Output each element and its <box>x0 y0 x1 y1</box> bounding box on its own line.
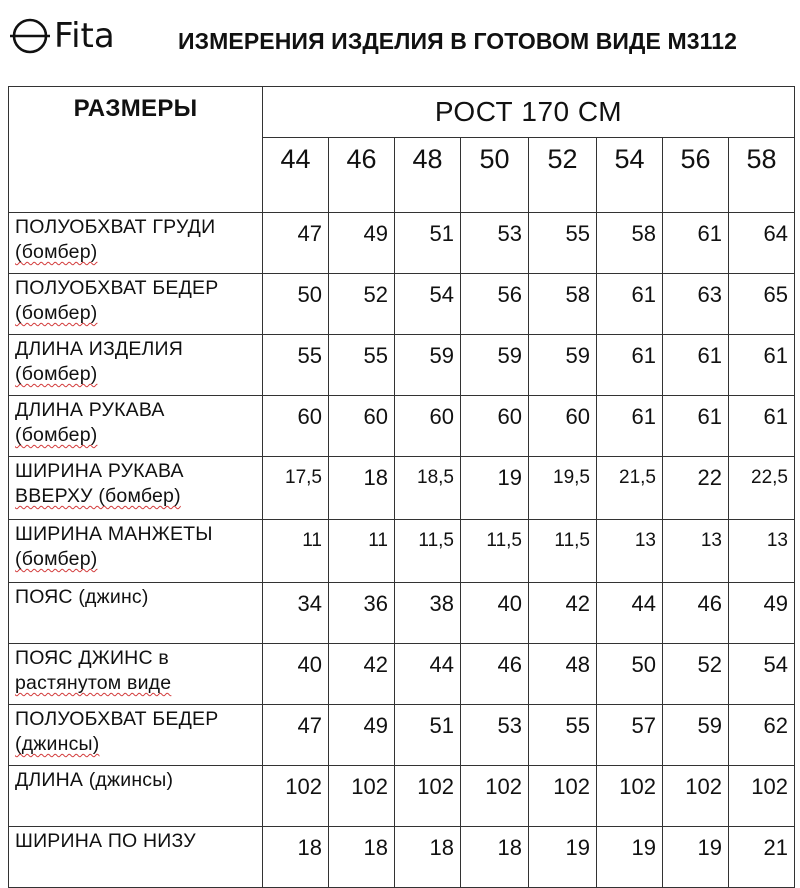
measurement-value: 59 <box>461 335 529 396</box>
logo-mark-icon <box>10 16 50 56</box>
brand-logo <box>10 14 115 58</box>
measurement-label <box>9 766 263 827</box>
measurement-value: 19 <box>461 457 529 520</box>
measurement-value: 22 <box>663 457 729 520</box>
size-column-header: 50 <box>461 138 529 213</box>
measurement-value: 52 <box>663 644 729 705</box>
measurement-value: 18 <box>461 827 529 888</box>
sizes-header: РАЗМЕРЫ <box>9 87 263 213</box>
measurement-value: 53 <box>461 705 529 766</box>
table-row <box>9 396 795 457</box>
measurement-value: 49 <box>329 213 395 274</box>
measurement-value: 58 <box>529 274 597 335</box>
brand-name: Fita <box>54 16 115 56</box>
measurement-value: 55 <box>529 213 597 274</box>
measurement-label-line1: ДЛИНА (джинсы) <box>15 769 174 791</box>
measurement-value: 102 <box>329 766 395 827</box>
measurement-value: 60 <box>329 396 395 457</box>
size-column-header: 46 <box>329 138 395 213</box>
measurement-label-line1: ШИРИНА ПО НИЗУ <box>15 830 196 852</box>
size-column-header: 48 <box>395 138 461 213</box>
measurement-value: 21,5 <box>597 457 663 520</box>
page-title: ИЗМЕРЕНИЯ ИЗДЕЛИЯ В ГОТОВОМ ВИДЕ М3112 <box>178 28 738 54</box>
measurement-value: 46 <box>663 583 729 644</box>
measurement-value: 64 <box>729 213 795 274</box>
measurement-value: 55 <box>263 335 329 396</box>
measurement-value: 54 <box>729 644 795 705</box>
table-row <box>9 583 795 644</box>
measurement-value: 65 <box>729 274 795 335</box>
table-row <box>9 766 795 827</box>
size-column-header: 58 <box>729 138 795 213</box>
measurement-label <box>9 583 263 644</box>
measurement-label-line1: ПОЯС (джинс) <box>15 586 149 608</box>
measurement-value: 59 <box>395 335 461 396</box>
size-column-header: 44 <box>263 138 329 213</box>
measurement-label <box>9 644 263 705</box>
measurement-value: 60 <box>461 396 529 457</box>
measurement-value: 61 <box>663 396 729 457</box>
measurement-value: 51 <box>395 705 461 766</box>
size-column-header: 52 <box>529 138 597 213</box>
measurement-label <box>9 396 263 457</box>
measurement-label-line1: ПОЯС ДЖИНС в <box>15 647 169 669</box>
page-header <box>0 0 800 84</box>
measurement-value: 61 <box>729 335 795 396</box>
measurement-value: 11,5 <box>529 520 597 583</box>
measurement-label-line1: ПОЛУОБХВАТ ГРУДИ <box>15 216 216 238</box>
table-row <box>9 705 795 766</box>
measurement-value: 19 <box>529 827 597 888</box>
measurement-value: 18 <box>263 827 329 888</box>
measurement-value: 50 <box>597 644 663 705</box>
measurement-value: 11,5 <box>395 520 461 583</box>
measurement-value: 49 <box>329 705 395 766</box>
table-row <box>9 520 795 583</box>
measurement-value: 13 <box>597 520 663 583</box>
measurement-value: 13 <box>663 520 729 583</box>
measurement-label-line2: (бомбер) <box>15 548 98 570</box>
measurement-value: 18 <box>329 457 395 520</box>
measurement-value: 19,5 <box>529 457 597 520</box>
measurement-value: 59 <box>529 335 597 396</box>
measurement-label <box>9 335 263 396</box>
table-row <box>9 457 795 520</box>
measurement-value: 38 <box>395 583 461 644</box>
measurement-value: 40 <box>263 644 329 705</box>
measurement-label-line1: ПОЛУОБХВАТ БЕДЕР <box>15 708 219 730</box>
measurement-value: 61 <box>663 335 729 396</box>
measurement-value: 47 <box>263 213 329 274</box>
measurement-label <box>9 457 263 520</box>
measurement-value: 102 <box>263 766 329 827</box>
measurement-value: 19 <box>597 827 663 888</box>
measurement-value: 61 <box>663 213 729 274</box>
measurement-value: 102 <box>529 766 597 827</box>
measurement-value: 60 <box>529 396 597 457</box>
measurement-value: 55 <box>529 705 597 766</box>
measurement-value: 61 <box>729 396 795 457</box>
measurement-value: 50 <box>263 274 329 335</box>
size-column-header: 54 <box>597 138 663 213</box>
measurement-value: 57 <box>597 705 663 766</box>
measurement-label-line1: ДЛИНА ИЗДЕЛИЯ <box>15 338 184 360</box>
measurement-label-line1: ШИРИНА РУКАВА <box>15 460 184 482</box>
size-column-header: 56 <box>663 138 729 213</box>
measurement-value: 55 <box>329 335 395 396</box>
measurement-label <box>9 827 263 888</box>
measurement-label-line1: ШИРИНА МАНЖЕТЫ <box>15 523 213 545</box>
measurement-value: 36 <box>329 583 395 644</box>
measurement-label <box>9 213 263 274</box>
table-row <box>9 827 795 888</box>
measurement-value: 53 <box>461 213 529 274</box>
measurement-value: 102 <box>729 766 795 827</box>
measurement-label-line2: (джинсы) <box>15 733 100 755</box>
measurement-label-line2: ВВЕРХУ (бомбер) <box>15 485 181 507</box>
measurement-value: 42 <box>329 644 395 705</box>
measurement-value: 54 <box>395 274 461 335</box>
measurement-label <box>9 274 263 335</box>
measurement-value: 49 <box>729 583 795 644</box>
measurement-value: 51 <box>395 213 461 274</box>
measurement-value: 56 <box>461 274 529 335</box>
height-header: РОСТ 170 СМ <box>263 87 795 138</box>
measurement-value: 48 <box>529 644 597 705</box>
table-row <box>9 274 795 335</box>
measurement-value: 102 <box>461 766 529 827</box>
measurement-label-line1: ПОЛУОБХВАТ БЕДЕР <box>15 277 219 299</box>
measurement-value: 46 <box>461 644 529 705</box>
measurement-label <box>9 705 263 766</box>
measurement-value: 58 <box>597 213 663 274</box>
measurement-label-line2: (бомбер) <box>15 302 98 324</box>
measurement-value: 11 <box>263 520 329 583</box>
measurement-value: 34 <box>263 583 329 644</box>
measurement-value: 18 <box>329 827 395 888</box>
measurement-value: 44 <box>597 583 663 644</box>
measurement-value: 17,5 <box>263 457 329 520</box>
measurement-label-line1: ДЛИНА РУКАВА <box>15 399 165 421</box>
table-row <box>9 644 795 705</box>
measurement-value: 102 <box>395 766 461 827</box>
measurement-value: 47 <box>263 705 329 766</box>
measurement-value: 40 <box>461 583 529 644</box>
measurement-label-line2: (бомбер) <box>15 363 98 385</box>
measurement-label <box>9 520 263 583</box>
table-row <box>9 335 795 396</box>
measurement-label-line2: (бомбер) <box>15 241 98 263</box>
measurement-value: 52 <box>329 274 395 335</box>
measurement-value: 22,5 <box>729 457 795 520</box>
measurement-value: 13 <box>729 520 795 583</box>
measurement-value: 44 <box>395 644 461 705</box>
measurement-value: 59 <box>663 705 729 766</box>
measurement-value: 11 <box>329 520 395 583</box>
measurement-value: 62 <box>729 705 795 766</box>
measurement-value: 102 <box>663 766 729 827</box>
size-chart-table <box>8 86 795 888</box>
measurement-label-line2: (бомбер) <box>15 424 98 446</box>
measurement-value: 61 <box>597 274 663 335</box>
measurement-label-line2: растянутом виде <box>15 672 172 694</box>
measurement-value: 61 <box>597 396 663 457</box>
measurement-value: 60 <box>395 396 461 457</box>
measurement-value: 102 <box>597 766 663 827</box>
measurement-value: 42 <box>529 583 597 644</box>
measurement-value: 11,5 <box>461 520 529 583</box>
measurement-value: 60 <box>263 396 329 457</box>
measurement-value: 18 <box>395 827 461 888</box>
table-row <box>9 213 795 274</box>
measurement-value: 18,5 <box>395 457 461 520</box>
measurement-value: 19 <box>663 827 729 888</box>
measurement-value: 61 <box>597 335 663 396</box>
measurement-value: 21 <box>729 827 795 888</box>
measurement-value: 63 <box>663 274 729 335</box>
